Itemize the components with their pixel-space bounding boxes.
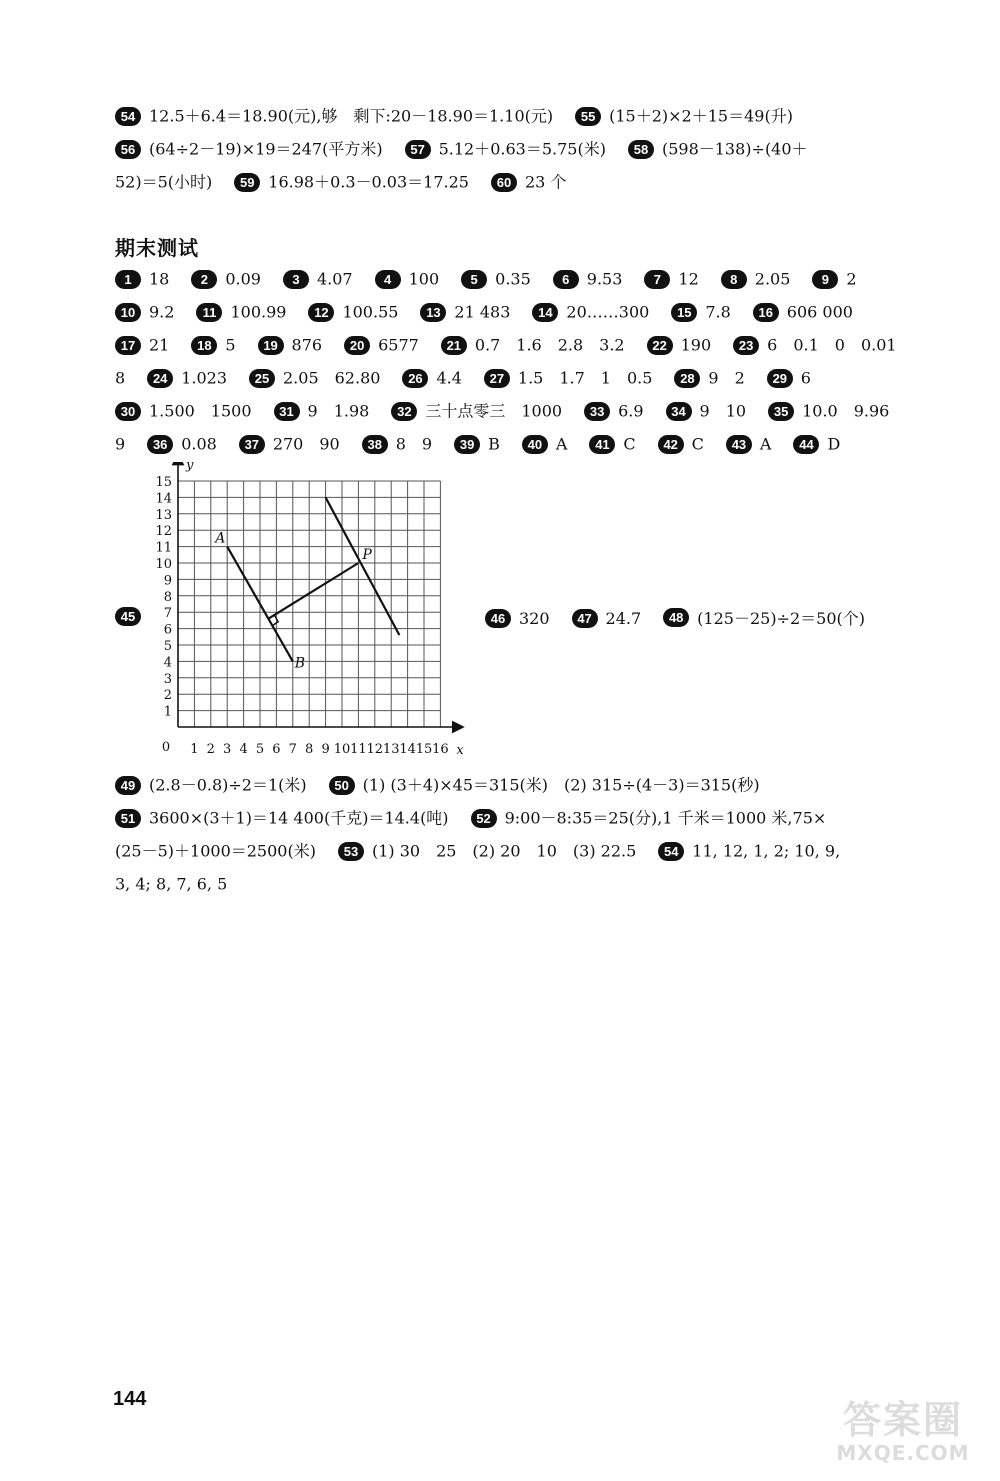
answer-3 bbox=[283, 269, 353, 290]
answer-text: 3, 4; 8, 7, 6, 5 bbox=[115, 874, 228, 894]
question-number-badge: 40 bbox=[522, 435, 548, 454]
answer-28 bbox=[674, 368, 744, 389]
answer-line bbox=[115, 269, 950, 290]
answer-text: 24.7 bbox=[605, 608, 642, 628]
answer-text: 4.07 bbox=[316, 269, 353, 289]
answer-line bbox=[115, 302, 950, 323]
question-number-badge: 26 bbox=[402, 369, 428, 388]
answer-text: 52)＝5(小时) bbox=[115, 172, 213, 192]
answer-50 bbox=[329, 775, 760, 796]
y-tick-label: 10 bbox=[155, 557, 172, 572]
question-number-badge: 44 bbox=[793, 435, 819, 454]
question-number-badge: 25 bbox=[249, 369, 275, 388]
question-number-badge: 17 bbox=[115, 336, 141, 355]
question-number-badge: 33 bbox=[584, 402, 610, 421]
answer-15 bbox=[671, 302, 730, 323]
answer-59 bbox=[234, 172, 469, 193]
answer-text: 270 90 bbox=[272, 434, 340, 454]
answer-34 bbox=[666, 401, 747, 422]
question-number-badge: 13 bbox=[420, 303, 446, 322]
answer-text: 320 bbox=[519, 608, 550, 628]
answer-continuation bbox=[115, 874, 227, 895]
answer-27 bbox=[484, 368, 653, 389]
x-tick-label: 16 bbox=[432, 742, 449, 757]
answer-4 bbox=[375, 269, 440, 290]
answer-line bbox=[115, 808, 950, 829]
answer-text: 5 bbox=[225, 335, 236, 355]
answer-35 bbox=[768, 401, 889, 422]
question-number-badge: 41 bbox=[589, 435, 615, 454]
answer-text: 3600×(3＋1)＝14 400(千克)＝14.4(吨) bbox=[149, 808, 449, 828]
answer-text: B bbox=[488, 434, 500, 454]
answer-text: 2.05 bbox=[754, 269, 791, 289]
question-number-badge: 48 bbox=[663, 608, 689, 627]
question-number-badge: 24 bbox=[147, 369, 173, 388]
question-number-badge: 18 bbox=[191, 336, 217, 355]
question-number-badge: 11 bbox=[196, 303, 222, 322]
answer-continuation bbox=[115, 368, 125, 389]
answer-21 bbox=[441, 335, 625, 356]
answer-text: 606 000 bbox=[786, 302, 853, 322]
answer-54 bbox=[115, 106, 553, 127]
answer-26 bbox=[402, 368, 461, 389]
question-number-badge: 19 bbox=[258, 336, 284, 355]
answer-text: 1.500 1500 bbox=[149, 401, 252, 421]
answer-46 bbox=[485, 608, 550, 628]
answer-20 bbox=[344, 335, 419, 356]
graph-segment bbox=[326, 497, 400, 635]
question-number-badge: 54 bbox=[115, 107, 141, 126]
question-number-badge: 5 bbox=[461, 270, 487, 289]
answer-text: 1.023 bbox=[181, 368, 227, 388]
answer-text: 9 2 bbox=[708, 368, 745, 388]
answer-text: 9.53 bbox=[586, 269, 623, 289]
question-number-badge: 3 bbox=[283, 270, 309, 289]
x-tick-label: 6 bbox=[272, 742, 281, 757]
answer-line bbox=[115, 775, 950, 796]
question-number-badge: 37 bbox=[239, 435, 265, 454]
question-number-badge: 10 bbox=[115, 303, 141, 322]
answer-8 bbox=[721, 269, 791, 290]
answer-text: 9:00－8:35＝25(分),1 千米＝1000 米,75× bbox=[504, 808, 827, 828]
answer-31 bbox=[274, 401, 370, 422]
answer-12 bbox=[308, 302, 398, 323]
answer-60 bbox=[491, 172, 566, 193]
answer-text: 6577 bbox=[378, 335, 419, 355]
question-number-badge: 14 bbox=[532, 303, 558, 322]
answer-16 bbox=[753, 302, 853, 323]
answer-text: 8 bbox=[115, 368, 126, 388]
coordinate-graph bbox=[150, 462, 465, 762]
x-tick-label: 10 bbox=[333, 742, 351, 757]
question-number-badge: 1 bbox=[115, 270, 141, 289]
answer-1 bbox=[115, 269, 169, 290]
watermark-logo bbox=[828, 1398, 978, 1478]
answer-text: 21 483 bbox=[454, 302, 511, 322]
answer-19 bbox=[258, 335, 323, 356]
answer-text: (25－5)＋1000＝2500(米) bbox=[115, 841, 316, 861]
answer-42 bbox=[658, 434, 704, 455]
answer-text: (1) 30 25 (2) 20 10 (3) 22.5 bbox=[371, 841, 637, 861]
question-number-badge: 22 bbox=[647, 336, 673, 355]
question-number-badge: 38 bbox=[362, 435, 388, 454]
answer-line bbox=[115, 401, 950, 422]
question-number-badge: 36 bbox=[147, 435, 173, 454]
answer-text: 100.99 bbox=[230, 302, 287, 322]
question-number-badge: 6 bbox=[553, 270, 579, 289]
answer-36 bbox=[147, 434, 217, 455]
watermark-text: 答案圈 bbox=[842, 1398, 963, 1442]
answer-line bbox=[115, 106, 950, 127]
answer-text: 三十点零三 1000 bbox=[425, 401, 563, 421]
answer-32 bbox=[391, 401, 562, 422]
answer-text: 9.2 bbox=[149, 302, 175, 322]
answer-text: 100 bbox=[408, 269, 440, 289]
answer-text: 9 bbox=[115, 434, 126, 454]
answer-text: 876 bbox=[291, 335, 323, 355]
question-number-badge: 52 bbox=[471, 809, 497, 828]
answer-text: (15＋2)×2＋15＝49(升) bbox=[609, 106, 793, 126]
y-tick-label: 11 bbox=[155, 540, 172, 556]
answer-text: (1) (3＋4)×45＝315(米) (2) 315÷(4－3)＝315(秒) bbox=[362, 775, 760, 795]
answer-text: 12 bbox=[678, 269, 699, 289]
question-number-badge: 39 bbox=[454, 435, 480, 454]
answer-text: 12.5＋6.4＝18.90(元),够 剩下:20－18.90＝1.10(元) bbox=[149, 106, 554, 126]
y-tick-label: 15 bbox=[155, 475, 172, 490]
question-number-badge: 55 bbox=[575, 107, 601, 126]
answer-text: D bbox=[827, 434, 841, 454]
question-number-badge: 57 bbox=[405, 140, 431, 159]
question-number-badge: 35 bbox=[768, 402, 794, 421]
question-number-badge: 42 bbox=[658, 435, 684, 454]
y-tick-label: 9 bbox=[163, 573, 172, 589]
answer-text: 6 bbox=[800, 368, 811, 388]
x-tick-label: 15 bbox=[415, 742, 433, 757]
question-number-badge: 8 bbox=[721, 270, 747, 289]
point-label-b: B bbox=[294, 655, 306, 672]
question-number-badge: 9 bbox=[812, 270, 838, 289]
answer-11 bbox=[196, 302, 286, 323]
answer-text: 9 10 bbox=[699, 401, 747, 421]
answer-text: 16.98＋0.3－0.03＝17.25 bbox=[268, 172, 469, 192]
answer-text: A bbox=[555, 434, 568, 454]
answer-25 bbox=[249, 368, 380, 389]
question-number-badge: 2 bbox=[191, 270, 217, 289]
answer-text: 1.5 1.7 1 0.5 bbox=[517, 368, 653, 388]
question-number-badge: 30 bbox=[115, 402, 141, 421]
answer-continuation bbox=[115, 172, 212, 193]
y-tick-label: 13 bbox=[155, 507, 172, 523]
answer-text: C bbox=[623, 434, 636, 454]
answer-52 bbox=[471, 808, 827, 829]
answer-13 bbox=[420, 302, 510, 323]
question-number-badge: 7 bbox=[644, 270, 670, 289]
answer-47 bbox=[572, 608, 642, 628]
answer-41 bbox=[589, 434, 635, 455]
y-axis-label: y bbox=[186, 462, 194, 473]
question-number-badge: 27 bbox=[484, 369, 510, 388]
y-tick-label: 6 bbox=[163, 622, 172, 638]
section-title: 期末测试 bbox=[115, 236, 199, 260]
answer-6 bbox=[553, 269, 623, 290]
answer-text: (125－25)÷2＝50(个) bbox=[697, 609, 865, 628]
question-number-badge: 32 bbox=[391, 402, 417, 421]
answer-44 bbox=[793, 434, 840, 455]
page-number: 144 bbox=[113, 1388, 147, 1410]
y-tick-label: 7 bbox=[163, 606, 172, 622]
answer-7 bbox=[644, 269, 698, 290]
question-number-badge: 60 bbox=[491, 173, 517, 192]
y-tick-label: 1 bbox=[163, 704, 172, 720]
answer-continuation bbox=[115, 434, 125, 455]
answer-23 bbox=[733, 335, 896, 356]
answer-text: (64÷2－19)×19＝247(平方米) bbox=[149, 139, 383, 159]
x-tick-label: 9 bbox=[321, 742, 330, 757]
answer-continuation bbox=[115, 841, 316, 862]
question-number-badge: 50 bbox=[329, 776, 355, 795]
x-tick-label: 13 bbox=[382, 742, 400, 757]
answer-37 bbox=[239, 434, 340, 455]
question-number-badge: 43 bbox=[726, 435, 752, 454]
answer-line bbox=[115, 335, 950, 356]
question-number-badge: 23 bbox=[733, 336, 759, 355]
answer-line bbox=[115, 874, 950, 895]
question-number-45: 45 bbox=[115, 606, 149, 626]
answer-30 bbox=[115, 401, 252, 422]
question-number-badge: 53 bbox=[338, 842, 364, 861]
answer-text: 10.0 9.96 bbox=[802, 401, 890, 421]
question-number-badge: 4 bbox=[375, 270, 401, 289]
answer-text: C bbox=[691, 434, 704, 454]
question-number-badge: 20 bbox=[344, 336, 370, 355]
answer-55 bbox=[575, 106, 793, 127]
x-tick-label: 3 bbox=[223, 742, 232, 757]
y-tick-label: 8 bbox=[163, 589, 172, 605]
answer-9 bbox=[812, 269, 856, 290]
answer-text: (2.8－0.8)÷2＝1(米) bbox=[149, 775, 307, 795]
answer-49 bbox=[115, 775, 307, 796]
y-tick-label: 3 bbox=[163, 671, 172, 687]
answer-43 bbox=[726, 434, 772, 455]
answer-33 bbox=[584, 401, 643, 422]
answer-58 bbox=[628, 139, 808, 160]
answer-line bbox=[115, 841, 950, 862]
answer-text: 18 bbox=[149, 269, 170, 289]
answer-5 bbox=[461, 269, 531, 290]
x-tick-label: 5 bbox=[255, 742, 265, 757]
origin-label: 0 bbox=[161, 740, 171, 755]
question-number-badge: 47 bbox=[572, 609, 598, 628]
answer-text: 6 0.1 0 0.01 bbox=[767, 335, 897, 355]
answer-text: 0.08 bbox=[181, 434, 217, 454]
answer-48 bbox=[663, 606, 865, 629]
answer-line bbox=[115, 139, 950, 160]
answer-line bbox=[115, 368, 950, 389]
answer-text: A bbox=[759, 434, 772, 454]
question-number-badge: 56 bbox=[115, 140, 141, 159]
answer-text: 190 bbox=[680, 335, 712, 355]
answer-54 bbox=[658, 841, 840, 862]
x-tick-label: 1 bbox=[190, 742, 199, 757]
x-tick-label: 7 bbox=[288, 742, 297, 757]
x-tick-label: 4 bbox=[239, 742, 248, 757]
question-number-badge: 15 bbox=[671, 303, 697, 322]
answer-2 bbox=[191, 269, 261, 290]
answer-text: 11, 12, 1, 2; 10, 9, bbox=[692, 841, 841, 861]
answer-text: 23 个 bbox=[524, 172, 567, 192]
answer-line bbox=[485, 606, 887, 629]
question-number-badge: 28 bbox=[674, 369, 700, 388]
answer-24 bbox=[147, 368, 227, 389]
graph-segment bbox=[268, 563, 358, 619]
y-tick-label: 4 bbox=[163, 655, 172, 671]
answer-40 bbox=[522, 434, 568, 455]
answer-text: 0.35 bbox=[495, 269, 531, 289]
answer-text: 6.9 bbox=[618, 401, 644, 421]
answer-text: 9 1.98 bbox=[307, 401, 370, 421]
x-axis-label: x bbox=[456, 743, 464, 758]
answer-text: 2 bbox=[846, 269, 857, 289]
answer-text: 8 9 bbox=[395, 434, 433, 454]
answer-51 bbox=[115, 808, 449, 829]
x-tick-label: 2 bbox=[206, 742, 215, 757]
answer-text: 2.05 62.80 bbox=[283, 368, 381, 388]
answer-line bbox=[115, 172, 950, 193]
question-number-badge: 54 bbox=[658, 842, 684, 861]
answer-39 bbox=[454, 434, 500, 455]
y-tick-label: 2 bbox=[163, 688, 172, 704]
question-number-badge: 12 bbox=[308, 303, 334, 322]
answer-53 bbox=[338, 841, 636, 862]
x-tick-label: 8 bbox=[305, 742, 314, 757]
answer-10 bbox=[115, 302, 174, 323]
y-tick-label: 14 bbox=[155, 491, 172, 507]
answer-57 bbox=[405, 139, 606, 160]
y-tick-label: 5 bbox=[163, 639, 172, 654]
answer-text: 100.55 bbox=[342, 302, 399, 322]
answer-line bbox=[115, 434, 950, 455]
answer-text: 20……300 bbox=[566, 302, 650, 322]
answer-18 bbox=[191, 335, 235, 356]
watermark-url: MXQE.COM bbox=[836, 1441, 970, 1465]
y-tick-label: 12 bbox=[155, 524, 172, 540]
answer-14 bbox=[532, 302, 649, 323]
answer-text: 0.09 bbox=[225, 269, 261, 289]
answer-22 bbox=[647, 335, 712, 356]
answer-text: 5.12＋0.63＝5.75(米) bbox=[438, 139, 606, 159]
question-number-badge: 46 bbox=[485, 609, 511, 628]
answer-text: 4.4 bbox=[436, 368, 462, 388]
x-tick-label: 11 bbox=[350, 742, 367, 757]
answer-29 bbox=[767, 368, 811, 389]
question-number-badge: 29 bbox=[767, 369, 793, 388]
question-number-badge: 31 bbox=[274, 402, 300, 421]
answer-56 bbox=[115, 139, 383, 160]
answer-17 bbox=[115, 335, 169, 356]
question-number-badge: 16 bbox=[753, 303, 779, 322]
question-number-badge: 59 bbox=[234, 173, 260, 192]
question-number-badge: 34 bbox=[666, 402, 692, 421]
answer-text: 0.7 1.6 2.8 3.2 bbox=[474, 335, 625, 355]
answer-text: 21 bbox=[149, 335, 170, 355]
question-number-badge: 51 bbox=[115, 809, 141, 828]
point-label-a: A bbox=[215, 530, 226, 547]
answer-38 bbox=[362, 434, 432, 455]
point-label-p: P bbox=[362, 547, 372, 563]
answer-text: 7.8 bbox=[705, 302, 731, 322]
x-tick-label: 14 bbox=[399, 742, 416, 757]
question-number-badge: 49 bbox=[115, 776, 141, 795]
question-number-badge: 21 bbox=[441, 336, 467, 355]
x-tick-label: 12 bbox=[366, 742, 384, 757]
question-number-badge: 58 bbox=[628, 140, 654, 159]
answer-text: (598－138)÷(40＋ bbox=[661, 139, 808, 159]
